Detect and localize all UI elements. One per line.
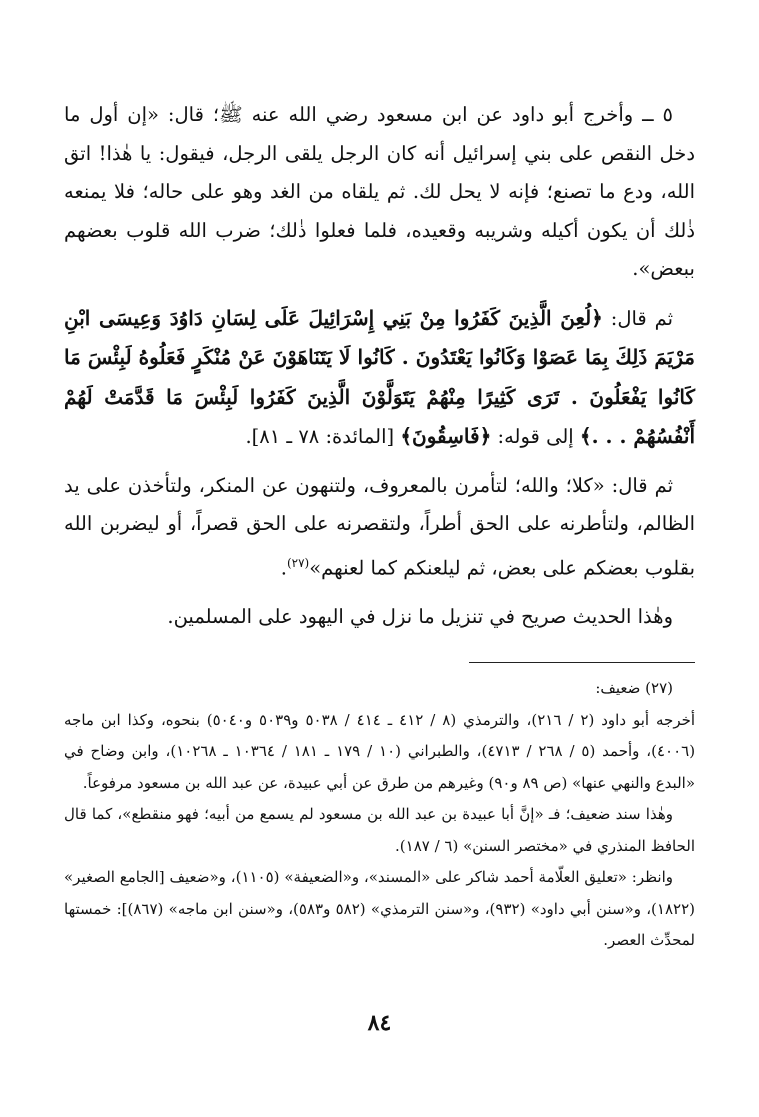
footnote-divider bbox=[469, 662, 695, 663]
surah-reference: [المائدة: ٧٨ ـ ٨١]. bbox=[245, 425, 401, 448]
main-text bbox=[64, 96, 695, 636]
paragraph-hadith-continued bbox=[64, 467, 695, 588]
footnote-see-also: وانظر: «تعليق العلّامة أحمد شاكر على «المسند»، و«الضعيفة» (١١٠٥)، و«ضعيف [الجامع الصغير» (١٨٢٢)، و«سنن أبي داود» (٩٣٢)، و«سنن الترمذي» (٥٨٢ و٥٨٣)، و«سنن ابن ماجه» (٨٦٧)]: خمستها لمحدِّث العصر. bbox=[64, 868, 695, 949]
quran-mid: إلى قوله: bbox=[491, 425, 580, 448]
paragraph-conclusion: وهٰذا الحديث صريح في تنزيل ما نزل في اليهود على المسلمين. bbox=[167, 604, 673, 628]
page-number: ٨٤ bbox=[367, 1010, 392, 1036]
quran-intro: ثم قال: bbox=[602, 306, 673, 330]
hadith-text: ثم قال: «كلا؛ والله؛ لتأمرن بالمعروف، ولتنهون عن المنكر، ولتأخذن على يد الظالم، ولتأطرنه على الحق أطراً، ولتقصرنه على الحق قصراً، أو ليضربن الله بقلوب بعضكم على بعض، ثم ليلعنكم كما لعنهم» bbox=[64, 473, 695, 579]
footnote-label: (٢٧) ضعيف: bbox=[595, 679, 673, 697]
paragraph-quran-citation bbox=[64, 299, 695, 457]
footnote-sources: أخرجه أبو داود (٢ / ٢١٦)، والترمذي (٨ / ٤١٢ ـ ٤١٤ / ٥٠٣٨ و٥٠٣٩ و٥٠٤٠) بنحوه، وكذا ابن ماجه (٤٠٠٦)، وأحمد (٥ / ٢٦٨ / ٤٧١٣)، والطبراني (١٠ / ١٧٩ ـ ١٨١ / ١٠٣٦٤ ـ ١٠٢٦٨)، وابن وضاح في «البدع والنهي عنها» (ص ٨٩ و٩٠) وغيرهم من طرق عن أبي عبيدة، عن عبد الله بن مسعود مرفوعاً. bbox=[64, 710, 696, 792]
footnote-weakness: وهٰذا سند ضعيف؛ فـ «إنَّ أبا عبيدة بن عبد الله بن مسعود لم يسمع من أبيه؛ فهو منقطع»، كما قال الحافظ المنذري في «مختصر السنن» (٦ / ١٨٧). bbox=[64, 805, 695, 855]
quran-verse-end: ﴿فَاسِقُونَ﴾ bbox=[400, 424, 492, 448]
footnote-marker[interactable]: (٢٧) bbox=[286, 555, 310, 570]
footnotes bbox=[64, 673, 695, 957]
quran-verse: ﴿لُعِنَ الَّذِينَ كَفَرُوا مِنْ بَنِي إِسْرَائِيلَ عَلَى لِسَانِ دَاوُدَ وَعِيسَى ابْنِ مَرْيَمَ ذَلِكَ بِمَا عَصَوْا وَكَانُوا يَعْتَدُونَ . كَانُوا لَا يَتَنَاهَوْنَ عَنْ مُنْكَرٍ فَعَلُوهُ لَبِئْسَ مَا كَانُوا يَفْعَلُونَ . تَرَى كَثِيرًا مِنْهُمْ يَتَوَلَّوْنَ الَّذِينَ كَفَرُوا لَبِئْسَ مَا قَدَّمَتْ لَهُمْ أَنْفُسُهُمْ . . .﴾ bbox=[64, 305, 695, 448]
paragraph-end: . bbox=[280, 556, 287, 579]
paragraph-hadith-5: ٥ ــ وأخرج أبو داود عن ابن مسعود رضي الله عنه ﷺ؛ قال: «إن أول ما دخل النقص على بني إسرائيل أنه كان الرجل يلقى الرجل، فيقول: يا هٰذا! اتق الله، ودع ما تصنع؛ فإنه لا يحل لك. ثم يلقاه من الغد وهو على حاله؛ فلا يمنعه ذٰلك أن يكون أكيله وشريبه وقعيده، فلما فعلوا ذٰلك؛ ضرب الله قلوب بعضهم ببعض». bbox=[64, 103, 695, 280]
